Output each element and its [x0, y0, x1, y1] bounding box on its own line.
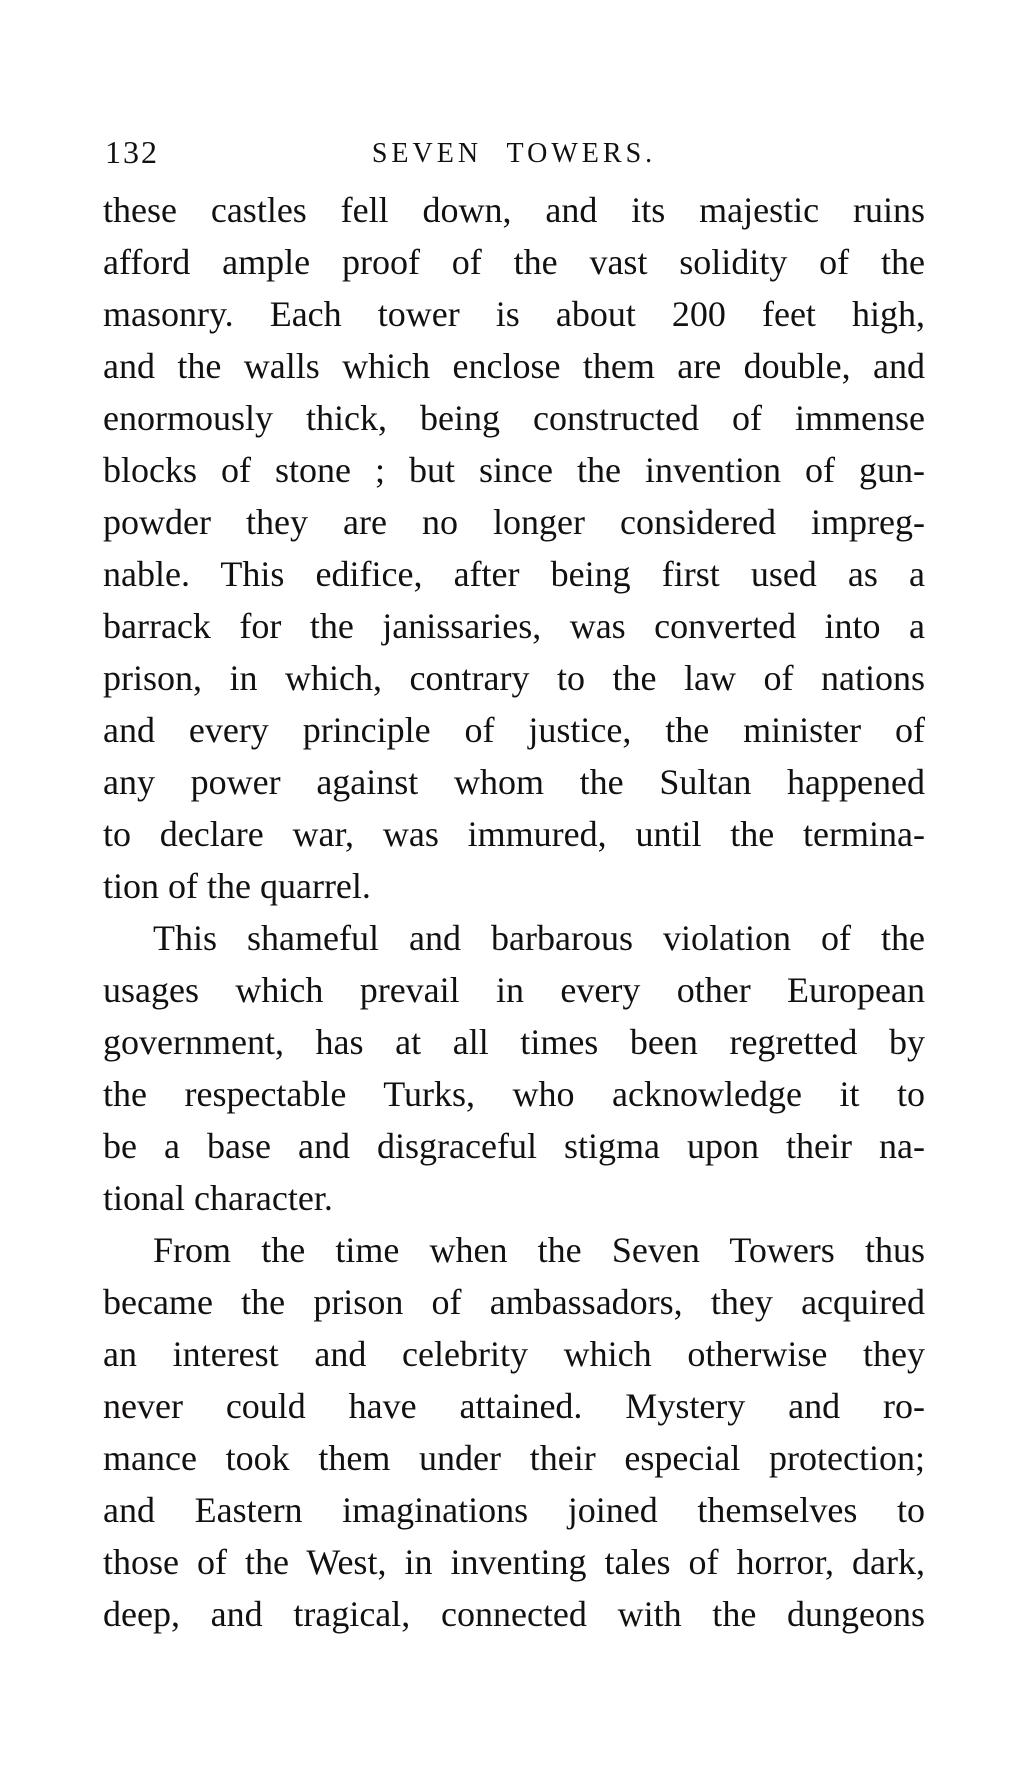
text-line-p1-9: barrack for the janissaries, was converted into a — [103, 606, 925, 646]
text-line-p1-3: masonry. Each tower is about 200 feet high, — [103, 294, 925, 334]
text-line-p3-1: From the time when the Seven Towers thus — [153, 1230, 925, 1270]
running-title: SEVEN TOWERS. — [371, 138, 657, 169]
text-line-p3-8: deep, and tragical, connected with the dungeons — [103, 1594, 925, 1634]
text-line-p1-1: these castles fell down, and its majestic ruins — [103, 190, 925, 230]
text-line-p2-1: This shameful and barbarous violation of the — [153, 918, 925, 958]
text-line-p2-4: the respectable Turks, who acknowledge it to — [103, 1074, 925, 1114]
text-line-p2-2: usages which prevail in every other European — [103, 970, 925, 1010]
text-line-p1-2: afford ample proof of the vast solidity of the — [103, 242, 925, 282]
text-line-p1-5: enormously thick, being constructed of immense — [103, 398, 925, 438]
running-head — [103, 134, 925, 174]
text-line-p2-3: government, has at all times been regretted by — [103, 1022, 925, 1062]
body-text — [103, 184, 925, 1640]
text-line-p3-4: never could have attained. Mystery and ro- — [103, 1386, 925, 1426]
text-line-p1-10: prison, in which, contrary to the law of nations — [103, 658, 925, 698]
text-line-p3-7: those of the West, in inventing tales of horror, dark, — [103, 1542, 925, 1582]
text-line-p1-14: tion of the quarrel. — [103, 866, 371, 906]
text-line-p3-2: became the prison of ambassadors, they acquired — [103, 1282, 925, 1322]
text-line-p2-5: be a base and disgraceful stigma upon their na- — [103, 1126, 925, 1166]
text-line-p1-11: and every principle of justice, the minister of — [103, 710, 925, 750]
text-line-p3-6: and Eastern imaginations joined themselves to — [103, 1490, 925, 1530]
text-line-p3-5: mance took them under their especial protection; — [103, 1438, 925, 1478]
text-line-p1-7: powder they are no longer considered impreg- — [103, 502, 925, 542]
text-line-p1-13: to declare war, was immured, until the termina- — [103, 814, 925, 854]
text-line-p1-12: any power against whom the Sultan happened — [103, 762, 925, 802]
text-line-p2-6: tional character. — [103, 1178, 333, 1218]
text-line-p1-6: blocks of stone ; but since the invention of gun- — [103, 450, 925, 490]
text-line-p1-4: and the walls which enclose them are double, and — [103, 346, 925, 386]
text-line-p1-8: nable. This edifice, after being first used as a — [103, 554, 925, 594]
page-number: 132 — [105, 134, 159, 170]
text-line-p3-3: an interest and celebrity which otherwise they — [103, 1334, 925, 1374]
